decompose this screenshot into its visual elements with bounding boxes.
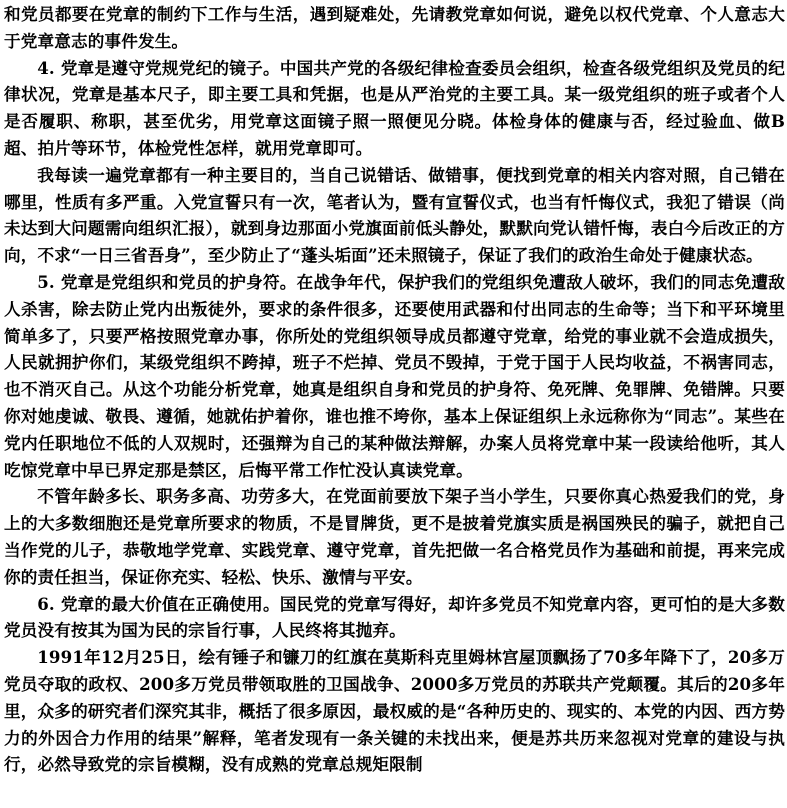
section-6-heading: 6. 党章的最大价值在正确使用。 xyxy=(37,593,280,614)
paragraph-2 xyxy=(4,55,785,162)
section-4-heading: 4. 党章是遵守党规党纪的镜子。 xyxy=(37,57,280,78)
section-5-heading: 5. 党章是党组织和党员的护身符。 xyxy=(37,271,297,292)
paragraph-5 xyxy=(4,483,785,590)
paragraph-4 xyxy=(4,269,785,483)
paragraph-3-text: 我每读一遍党章都有一种主要目的，当自己说错话、做错事，便找到党章的相关内容对照，自己错在哪里，性质有多严重。入党宣誓只有一次，笔者认为，暨有宣誓仪式，也当有忏悔仪式，我犯了错误（尚未达到大问题需向组织汇报），就到身边那面小党旗面前低头静处，默默向党认错忏悔，表白今后改正的方向，不求“一日三省吾身”，至少防止了“蓬头垢面”还未照镜子，保证了我们的政治生命处于健康状态。 xyxy=(4,164,785,266)
paragraph-7-text: 1991年12月25日，绘有锤子和镰刀的红旗在莫斯科克里姆林宫屋顶飘扬了70多年降下了，20多万党员夺取的政权、200多万党员带领取胜的卫国战争、2000多万党员的苏联共产党颠覆。其后的20多年里，众多的研究者们深究其非，概括了很多原因，最权威的是“各种历史的、现实的、本党的内因、西方势力的外因合力作用的结果”解释，笔者发现有一条关键的未找出来，便是苏共历来忽视对党章的建设与执行，必然导致党的宗旨模糊，没有成熟的党章总规矩限制 xyxy=(4,647,785,775)
paragraph-6-text: 国民党的党章写得好，却许多党员不知党章内容，更可怕的是大多数党员没有按其为国为民的宗旨行事，人民终将其抛弃。 xyxy=(4,593,786,641)
paragraph-7 xyxy=(4,644,785,778)
paragraph-6 xyxy=(4,591,785,645)
paragraph-4-text: 在战争年代，保护我们的党组织免遭敌人破坏，我们的同志免遭敌人杀害，除去防止党内出叛徒外，要求的条件很多，还要使用武器和付出同志的生命等；当下和平环境里简单多了，只要严格按照党章办事，你所处的党组织领导成员都遵守党章，给党的事业就不会造成损失，人民就拥护你们，某级党组织不跨掉，班子不烂掉、党员不毁掉，于党于国于人民均收益，不祸害同志，也不消灭自己。从这个功能分析党章，她真是组织自身和党员的护身符、免死牌、免罪牌、免错牌。只要你对她虔诚、敬畏、遵循，她就佑护着你，谁也推不垮你，基本上保证组织上永远称你为“同志”。某些在党内任职地位不低的人双规时，还强辩为自己的某种做法辩解，办案人员将党章中某一段读给他听，其人吃惊党章中早已界定那是禁区，后悔平常工作忙没认真读党章。 xyxy=(4,271,785,480)
paragraph-2-text: 中国共产党的各级纪律检查委员会组织，检查各级党组织及党员的纪律状况，党章是基本尺子，即主要工具和凭据，也是从严治党的主要工具。某一级党组织的班子或者个人是否履职、称职，甚至优劣，用党章这面镜子照一照便见分晓。体检身体的健康与否，经过验血、做B超、拍片等环节，体检党性怎样，就用党章即可。 xyxy=(4,57,786,158)
paragraph-1 xyxy=(4,1,785,55)
paragraph-5-text: 不管年龄多长、职务多高、功劳多大，在党面前要放下架子当小学生，只要你真心热爱我们的党，身上的大多数细胞还是党章所要求的物质，不是冒牌货，更不是披着党旗实质是祸国殃民的骗子，就把自己当作党的儿子，恭敬地学党章、实践党章、遵守党章，首先把做一名合格党员作为基础和前提，再来完成你的责任担当，保证你充实、轻松、快乐、激情与平安。 xyxy=(4,486,785,587)
paragraph-1-text: 和党员都要在党章的制约下工作与生活，遇到疑难处，先请教党章如何说，避免以权代党章、个人意志大于党章意志的事件发生。 xyxy=(4,4,785,51)
document-page xyxy=(4,1,785,778)
paragraph-3 xyxy=(4,162,785,269)
